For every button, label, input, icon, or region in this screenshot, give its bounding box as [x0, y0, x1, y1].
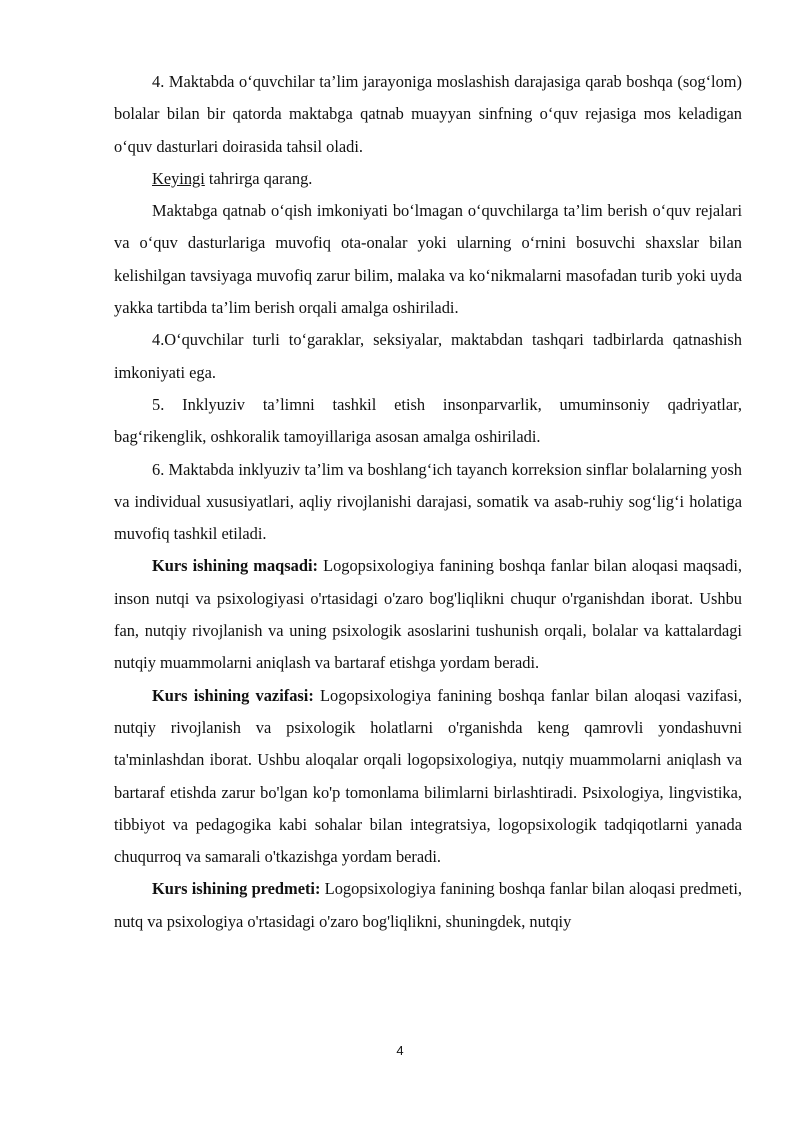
- paragraph-item-6: 6. Maktabda inklyuziv ta’lim va boshlang‘ich tayanch korreksion sinflar bolalarning yosh va individual xususiyatlari, aqliy rivojlanishi darajasi, somatik va asab-ruhiy sog‘lig‘i holatiga muvofiq tashkil etiladi.: [114, 459, 742, 544]
- document-body: [114, 66, 742, 938]
- paragraph-extracurricular: 4.O‘quvchilar turli to‘garaklar, seksiyalar, maktabdan tashqari tadbirlarda qatnashish imkoniyati ega.: [114, 330, 742, 382]
- course-goal-heading: Kurs ishining maqsadi:: [152, 556, 318, 576]
- course-task-text: Logopsixologiya fanining boshqa fanlar bilan aloqasi vazifasi, nutqiy rivojlanish va psixologik holatlarni o'rganishda keng qamrovli yondashuvni ta'minlashdan iborat. Ushbu aloqalar orqali logopsixologiya, nutqiy muammolarni aniqlash va bartaraf etishda zarur bo'lgan ko'p tomonlama bilimlarni birlashtiradi. Psixologiya, lingvistika, tibbiyot va pedagogika kabi sohalar bilan integratsiya, logopsixologik tadqiqotlarni yanada chuqurroq va samarali o'tkazishga yordam beradi.: [114, 685, 742, 867]
- paragraph-item-5: 5. Inklyuziv ta’limni tashkil etish insonparvarlik, umuminsoniy qadriyatlar, bag‘rikenglik, oshkoralik tamoyillariga asosan amalga oshiriladi.: [114, 394, 742, 447]
- paragraph-course-subject: [114, 873, 742, 938]
- paragraph-next-edition: [114, 163, 742, 195]
- course-task-heading: Kurs ishining vazifasi:: [152, 685, 314, 705]
- next-edition-text: tahrirga qarang.: [204, 168, 313, 188]
- paragraph-course-task: [114, 680, 742, 874]
- paragraph-item-4: 4. Maktabda o‘quvchilar ta’lim jarayoniga moslashish darajasiga qarab boshqa (sog‘lom) bolalar bilan bir qatorda maktabga qatnab muayyan sinfning o‘quv rejasiga mos keladigan o‘quv dasturlari doirasida tahsil oladi.: [114, 72, 742, 156]
- course-goal-text: Logopsixologiya fanining boshqa fanlar bilan aloqasi maqsadi, inson nutqi va psixologiyasi o'rtasidagi o'zaro bog'liqlikni chuqur o'rganishdan iborat. Ushbu fan, nutqiy rivojlanish va uning psixologik asoslarini tushunish orqali, bolalar va kattalardagi nutqiy muammolarni aniqlash va bartaraf etishga yordam beradi.: [114, 556, 742, 673]
- page-number: 4: [396, 1043, 404, 1058]
- course-subject-heading: Kurs ishining predmeti:: [152, 879, 321, 899]
- next-edition-link[interactable]: Keyingi: [152, 168, 205, 188]
- course-subject-text: Logopsixologiya fanining boshqa fanlar bilan aloqasi predmeti, nutq va psixologiya o'rtasidagi o'zaro bog'liqlikni, shuningdek, nutqiy: [114, 879, 742, 931]
- paragraph-course-goal: [114, 550, 742, 679]
- paragraph-remote-learning: Maktabga qatnab o‘qish imkoniyati bo‘lmagan o‘quvchilarga ta’lim berish o‘quv rejalari va o‘quv dasturlariga muvofiq ota-onalar yoki ularning o‘rnini bosuvchi shaxslar bilan kelishilgan tavsiyaga muvofiq zarur bilim, malaka va ko‘nikmalarni masofadan turib yoki uyda yakka tartibda ta’lim berish orqali amalga oshiriladi.: [114, 201, 742, 318]
